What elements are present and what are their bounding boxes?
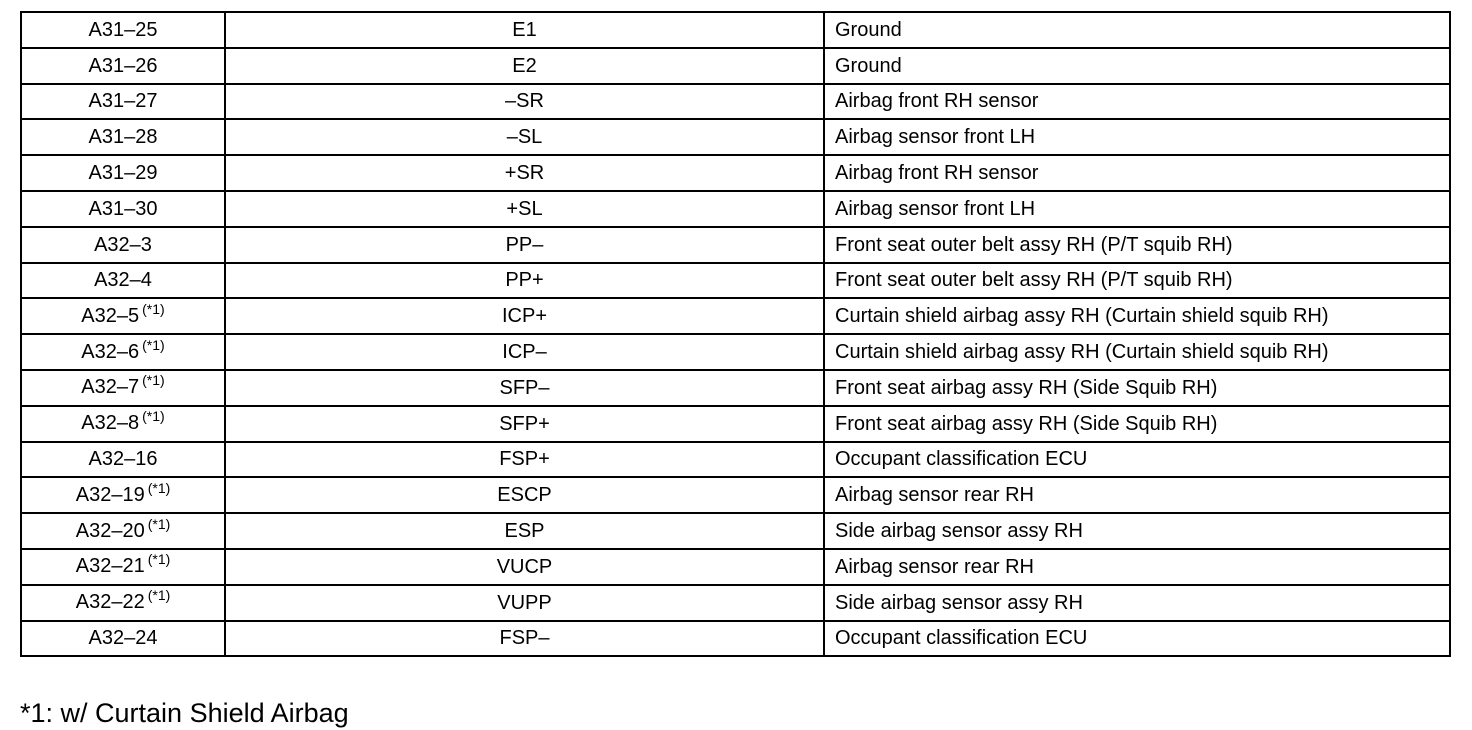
table-row bbox=[21, 84, 1450, 120]
description-cell: Airbag front RH sensor bbox=[824, 84, 1450, 120]
description-cell: Ground bbox=[824, 48, 1450, 84]
table-row bbox=[21, 406, 1450, 442]
terminal-table-body bbox=[21, 12, 1450, 656]
description-cell: Front seat outer belt assy RH (P/T squib RH) bbox=[824, 263, 1450, 299]
terminal-label: A32–4 bbox=[94, 269, 152, 292]
table-row bbox=[21, 549, 1450, 585]
terminal-label: A31–26 bbox=[88, 54, 158, 77]
description-cell: Occupant classification ECU bbox=[824, 442, 1450, 478]
terminal-label: A31–29 bbox=[88, 162, 158, 185]
symbol-cell: FSP– bbox=[225, 621, 824, 657]
terminal-label: A31–30 bbox=[88, 197, 158, 220]
footnote-marker: (*1) bbox=[147, 479, 171, 496]
terminal-cell bbox=[21, 585, 225, 621]
symbol-cell: ICP– bbox=[225, 334, 824, 370]
terminal-cell bbox=[21, 621, 225, 657]
table-row bbox=[21, 442, 1450, 478]
footnote-marker: (*1) bbox=[142, 372, 165, 389]
table-row bbox=[21, 334, 1450, 370]
terminal-cell bbox=[21, 442, 225, 478]
footnote-marker: (*1) bbox=[142, 336, 165, 353]
symbol-cell: +SL bbox=[225, 191, 824, 227]
terminal-cell bbox=[21, 48, 225, 84]
symbol-cell: SFP+ bbox=[225, 406, 824, 442]
symbol-cell: –SL bbox=[225, 119, 824, 155]
description-cell: Airbag sensor rear RH bbox=[824, 549, 1450, 585]
terminal-label: A32–16 bbox=[88, 448, 158, 471]
table-row bbox=[21, 191, 1450, 227]
symbol-cell: –SR bbox=[225, 84, 824, 120]
table-row bbox=[21, 298, 1450, 334]
table-row bbox=[21, 263, 1450, 299]
footnote-marker: (*1) bbox=[142, 300, 165, 317]
terminal-table bbox=[20, 11, 1451, 657]
terminal-label: A31–25 bbox=[88, 18, 158, 41]
symbol-cell: VUCP bbox=[225, 549, 824, 585]
description-cell: Airbag sensor rear RH bbox=[824, 477, 1450, 513]
terminal-cell bbox=[21, 334, 225, 370]
symbol-cell: PP– bbox=[225, 227, 824, 263]
description-cell: Curtain shield airbag assy RH (Curtain shield squib RH) bbox=[824, 298, 1450, 334]
terminal-label: A32–6 bbox=[81, 340, 140, 363]
footnote: *1: w/ Curtain Shield Airbag bbox=[20, 698, 349, 728]
description-cell: Side airbag sensor assy RH bbox=[824, 513, 1450, 549]
table-row bbox=[21, 370, 1450, 406]
table-row bbox=[21, 585, 1450, 621]
terminal-cell bbox=[21, 370, 225, 406]
description-cell: Occupant classification ECU bbox=[824, 621, 1450, 657]
terminal-cell bbox=[21, 263, 225, 299]
description-cell: Airbag sensor front LH bbox=[824, 119, 1450, 155]
description-cell: Airbag front RH sensor bbox=[824, 155, 1450, 191]
description-cell: Curtain shield airbag assy RH (Curtain shield squib RH) bbox=[824, 334, 1450, 370]
terminal-cell bbox=[21, 298, 225, 334]
terminal-label: A32–7 bbox=[81, 376, 140, 399]
table-row bbox=[21, 119, 1450, 155]
symbol-cell: FSP+ bbox=[225, 442, 824, 478]
table-row bbox=[21, 227, 1450, 263]
terminal-cell bbox=[21, 191, 225, 227]
footnote-marker: (*1) bbox=[147, 551, 171, 568]
symbol-cell: E1 bbox=[225, 12, 824, 48]
symbol-cell: E2 bbox=[225, 48, 824, 84]
description-cell: Front seat airbag assy RH (Side Squib RH) bbox=[824, 370, 1450, 406]
table-row bbox=[21, 12, 1450, 48]
terminal-label: A32–3 bbox=[94, 233, 152, 256]
footnote-marker: (*1) bbox=[147, 515, 171, 532]
terminal-cell bbox=[21, 549, 225, 585]
terminal-label: A32–22 bbox=[75, 591, 145, 614]
symbol-cell: PP+ bbox=[225, 263, 824, 299]
table-row bbox=[21, 155, 1450, 191]
description-cell: Front seat outer belt assy RH (P/T squib RH) bbox=[824, 227, 1450, 263]
table-row bbox=[21, 48, 1450, 84]
symbol-cell: ESP bbox=[225, 513, 824, 549]
terminal-label: A32–19 bbox=[75, 483, 145, 506]
terminal-cell bbox=[21, 84, 225, 120]
description-cell: Front seat airbag assy RH (Side Squib RH) bbox=[824, 406, 1450, 442]
description-cell: Side airbag sensor assy RH bbox=[824, 585, 1450, 621]
description-cell: Ground bbox=[824, 12, 1450, 48]
terminal-cell bbox=[21, 119, 225, 155]
terminal-label: A32–20 bbox=[75, 519, 145, 542]
terminal-cell bbox=[21, 513, 225, 549]
footnote-marker: (*1) bbox=[142, 408, 165, 425]
terminal-label: A32–24 bbox=[88, 627, 158, 650]
symbol-cell: ESCP bbox=[225, 477, 824, 513]
terminal-label: A32–5 bbox=[81, 304, 140, 327]
symbol-cell: VUPP bbox=[225, 585, 824, 621]
description-cell: Airbag sensor front LH bbox=[824, 191, 1450, 227]
terminal-cell bbox=[21, 155, 225, 191]
table-row bbox=[21, 621, 1450, 657]
footnote-marker: (*1) bbox=[147, 587, 171, 604]
terminal-cell bbox=[21, 477, 225, 513]
table-row bbox=[21, 477, 1450, 513]
terminal-cell bbox=[21, 12, 225, 48]
symbol-cell: SFP– bbox=[225, 370, 824, 406]
terminal-cell bbox=[21, 406, 225, 442]
terminal-label: A31–27 bbox=[88, 90, 158, 113]
terminal-label: A31–28 bbox=[88, 126, 158, 149]
terminal-cell bbox=[21, 227, 225, 263]
table-row bbox=[21, 513, 1450, 549]
symbol-cell: ICP+ bbox=[225, 298, 824, 334]
terminal-label: A32–21 bbox=[75, 555, 145, 578]
terminal-label: A32–8 bbox=[81, 412, 140, 435]
symbol-cell: +SR bbox=[225, 155, 824, 191]
